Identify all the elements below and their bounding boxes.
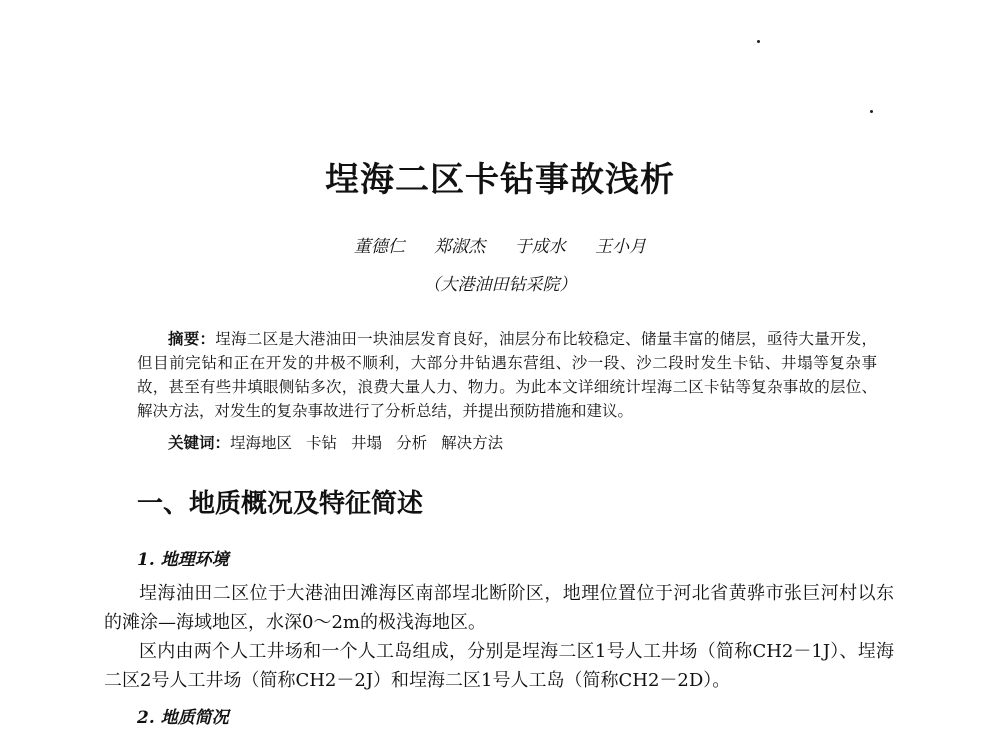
abstract-label: 摘要：	[168, 330, 216, 348]
section-heading: 一、地质概况及特征简述	[137, 489, 424, 519]
author-name: 于成水	[514, 237, 566, 257]
affiliation: （大港油田钻采院）	[423, 275, 577, 295]
keyword: 埕海地区	[230, 434, 293, 452]
subsection-heading: 2. 地质简况	[137, 708, 229, 728]
keyword: 井塌	[351, 434, 383, 452]
body-paragraph: 埕海油田二区位于大港油田滩海区南部埕北断阶区，地理位置位于河北省黄骅市张巨河村以东的滩涂—海域地区，水深0～2m的极浅海地区。	[104, 583, 894, 633]
paper-title: 埕海二区卡钻事故浅析	[325, 160, 675, 200]
keywords-label: 关键词：	[168, 434, 231, 452]
abstract	[137, 327, 877, 423]
author-name: 董德仁	[353, 237, 405, 257]
author-list	[0, 232, 1000, 257]
author-name: 王小月	[595, 237, 647, 257]
abstract-text: 埕海二区是大港油田一块油层发育良好，油层分布比较稳定、储量丰富的储层，亟待大量开发，但目前完钻和正在开发的井极不顺利，大部分井钻遇东营组、沙一段、沙二段时发生卡钻、井塌等复杂事故，甚至有些井填眼侧钻多次，浪费大量人力、物力。为此本文详细统计埕海二区卡钻等复杂事故的层位、解决方法，对发生的复杂事故进行了分析总结，并提出预防措施和建议。	[137, 330, 877, 420]
keyword: 分析	[396, 434, 428, 452]
subsection-heading: 1. 地理环境	[137, 550, 229, 570]
keyword: 解决方法	[441, 434, 504, 452]
keyword: 卡钻	[306, 434, 338, 452]
scan-speck	[870, 110, 873, 113]
author-name: 郑淑杰	[434, 237, 486, 257]
keywords	[168, 431, 517, 453]
body-paragraph: 区内由两个人工井场和一个人工岛组成，分别是埕海二区1号人工井场（简称CH2－1J）、埕海二区2号人工井场（简称CH2－2J）和埕海二区1号人工岛（简称CH2－2D）。	[104, 641, 894, 691]
scan-speck	[757, 40, 760, 43]
